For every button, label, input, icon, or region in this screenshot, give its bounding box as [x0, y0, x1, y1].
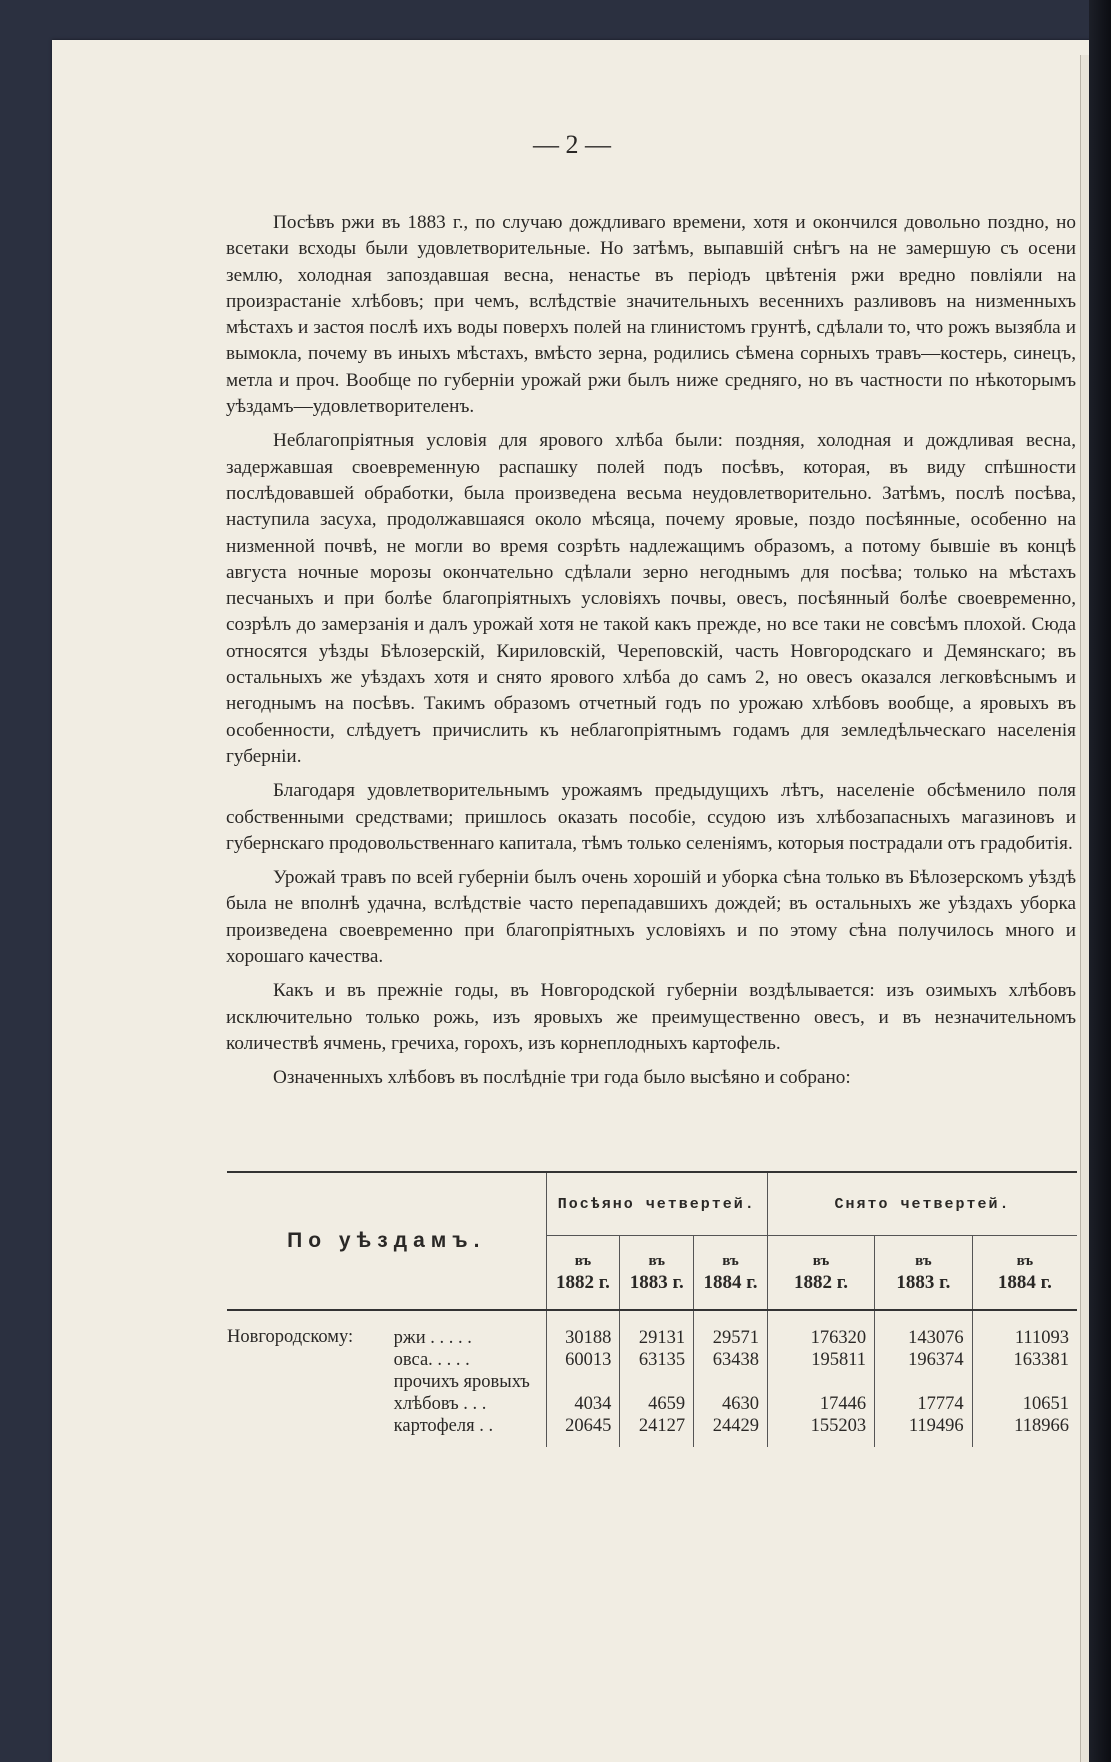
- harvest-table: [227, 1171, 1077, 1447]
- table-row: [227, 1310, 1077, 1447]
- sown-header: Посѣяно четвертей.: [546, 1172, 767, 1236]
- next-page-edge: [1080, 55, 1089, 1762]
- paragraph-hay-harvest: Урожай травъ по всей губерніи былъ очень хорошій и уборка сѣна только въ Бѣлозерскомъ уѣздѣ была не вполнѣ удачна, вслѣдствіе часто перепадавшихъ дождей; въ остальныхъ же уѣздахъ уборка произведена своевременно при благопріятныхъ условіяхъ и по этому сѣна получилось много и хорошаго качества.: [226, 867, 1076, 968]
- crop-other-spring-1: прочихъ яровыхъ: [393, 1372, 530, 1392]
- crop-potatoes: картофеля . .: [393, 1416, 494, 1436]
- crop-other-spring-2: хлѣбовъ . . .: [393, 1394, 487, 1414]
- year-header-harvested-1882: въ 1882 г.: [767, 1236, 874, 1310]
- harvested-header: Снято четвертей.: [767, 1172, 1077, 1236]
- year-header-sown-1883: въ 1883 г.: [620, 1236, 694, 1310]
- year-header-sown-1884: въ 1884 г.: [694, 1236, 768, 1310]
- harvested-1884-values: 111093 163381 10651 118966: [1013, 1328, 1069, 1436]
- crop-list: [394, 1310, 546, 1447]
- harvested-1883-values: 143076 196374 17774 119496: [875, 1310, 973, 1447]
- paragraph-table-intro: Означенныхъ хлѣбовъ въ послѣдніе три года было высѣяно и собрано:: [273, 1067, 851, 1089]
- sown-1883-values: 29131 63135 4659 24127: [620, 1310, 694, 1447]
- paragraph-seeding-assistance: Благодаря удовлетворительнымъ урожаямъ предыдущихъ лѣтъ, населеніе обсѣменило поля собственными средствами; пришлось оказать пособіе, ссудою изъ хлѣбозапасныхъ магазиновъ и губернскаго продовольственнаго капитала, тѣмъ только селеніямъ, которыя пострадали отъ градобитія.: [226, 780, 1076, 854]
- harvested-1882-values: 176320 195811 17446 155203: [767, 1310, 874, 1447]
- paragraph-spring-crops: Неблагопріятныя условія для ярового хлѣба были: поздняя, холодная и дождливая весна, задержавшая своевременную распашку полей подъ посѣвъ, которая, въ виду спѣшности послѣдовавшей обработки, была произведена весьма неудовлетворительно. Затѣмъ, послѣ посѣва, наступила засуха, продолжавшаяся около мѣсяца, почему яровые, поздо посѣянные, особенно на низменной почвѣ, не могли во время созрѣть надлежащимъ образомъ, а потому бывшіе въ концѣ августа ночные морозы окончательно сдѣлали зерно негоднымъ для посѣва; только на мѣстахъ песчаныхъ и при болѣе благопріятныхъ условіяхъ почвы, овесъ, посѣянный болѣе своевременно, созрѣлъ до замерзанія и далъ урожай хотя не такой какъ прежде, но все таки не совсѣмъ плохой. Сюда относятся уѣзды Бѣлозерскій, Кириловскій, Череповскій, часть Новгородскаго и Демянскаго; въ остальныхъ же уѣздахъ хотя и снято ярового хлѣба до самъ 2, но овесъ оказался легковѣснымъ и негоднымъ на посѣвъ. Такимъ образомъ отчетный годъ по урожаю хлѣбовъ вообще, а яровыхъ въ особенности, слѣдуетъ причислить къ неблагопріятнымъ годамъ для земледѣльческаго населенія губерніи.: [226, 430, 1076, 767]
- region-name: Новгородскому:: [227, 1327, 354, 1347]
- year-header-harvested-1883: въ 1883 г.: [875, 1236, 973, 1310]
- sown-1884-values: 29571 63438 4630 24429: [694, 1310, 768, 1447]
- binding-strip: [1089, 0, 1111, 1762]
- page-number: — 2 —: [533, 130, 611, 159]
- year-header-harvested-1884: въ 1884 г.: [972, 1236, 1077, 1310]
- year-header-sown-1882: въ 1882 г.: [546, 1236, 620, 1310]
- district-header: По уѣздамъ.: [227, 1172, 546, 1310]
- crop-oats: овса. . . . .: [393, 1350, 470, 1370]
- paragraph-crops-cultivated: Какъ и въ прежніе годы, въ Новгородской губерніи воздѣлывается: изъ озимыхъ хлѣбовъ исключительно только рожь, изъ яровыхъ же преимущественно овесъ, и въ незначительномъ количествѣ ячмень, гречиха, горохъ, изъ корнеплодныхъ картофель.: [226, 980, 1076, 1054]
- document-page: [52, 40, 1092, 1762]
- paragraph-rye-sowing: Посѣвъ ржи въ 1883 г., по случаю дождливаго времени, хотя и окончился довольно поздно, но всетаки всходы были удовлетворительные. Но затѣмъ, выпавшій снѣгъ на не замершую съ осени землю, холодная запоздавшая весна, ненастье въ періодъ цвѣтенія ржи вредно повліяли на произрастаніе хлѣбовъ; при чемъ, вслѣдствіе значительныхъ весеннихъ разливовъ на низменныхъ мѣстахъ и застоя послѣ ихъ воды поверхъ полей на глинистомъ грунтѣ, сдѣлали то, что рожъ вызябла и вымокла, почему въ иныхъ мѣстахъ, вмѣсто зерна, родились сѣмена сорныхъ травъ—костерь, синецъ, метла и проч. Вообще по губерніи урожай ржи былъ ниже средняго, но въ частности по нѣкоторымъ уѣздамъ—удовлетворителенъ.: [226, 212, 1076, 418]
- crop-rye: ржи . . . . .: [393, 1328, 472, 1348]
- body-text: [226, 210, 1076, 1100]
- sown-1882-values: 30188 60013 4034 20645: [546, 1310, 620, 1447]
